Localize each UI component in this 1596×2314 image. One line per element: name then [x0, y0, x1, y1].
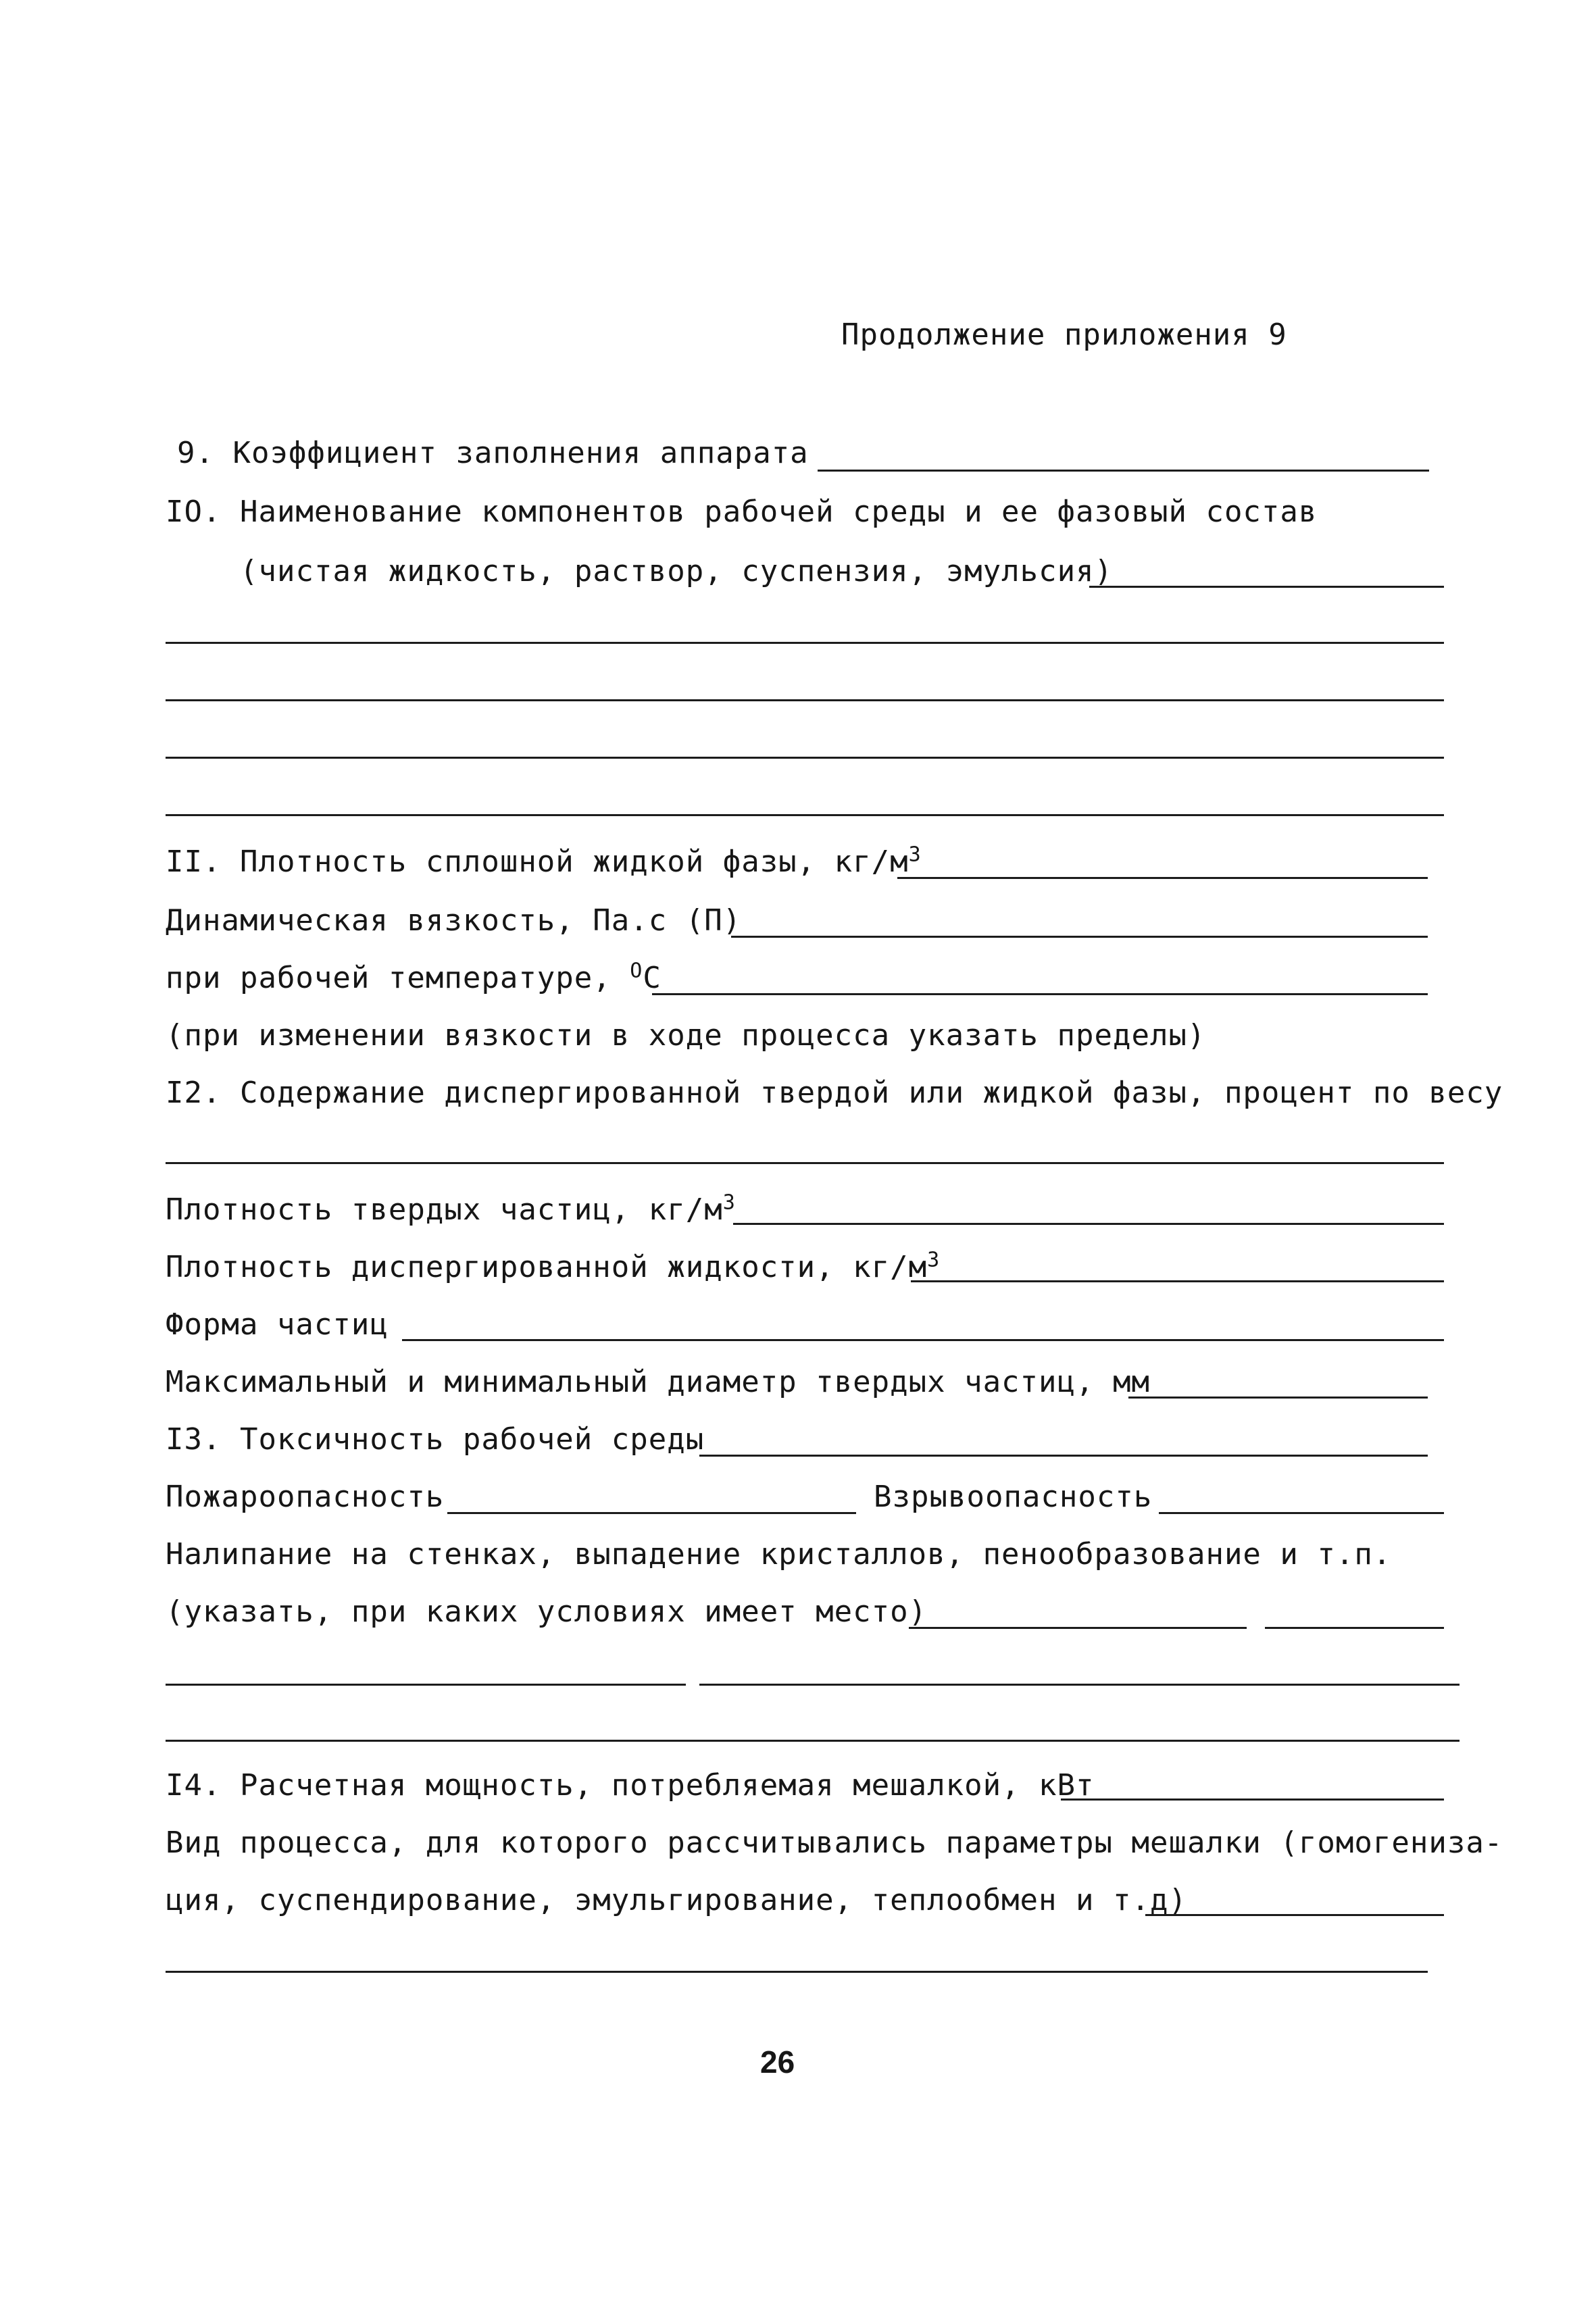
- solid-particle-density-label: Плотность твердых частиц, $кг/м^3$: [166, 1190, 736, 1227]
- fire-hazard-label: Пожароопасность: [166, 1480, 445, 1514]
- item-14-fill-line[interactable]: [1061, 1799, 1444, 1801]
- conditions-fill-line-1[interactable]: [909, 1627, 1247, 1629]
- continuation-header: Продолжение приложения 9: [841, 318, 1287, 352]
- item-12-fill-line[interactable]: [166, 1162, 1444, 1164]
- dispersed-liquid-density-fill-line[interactable]: [911, 1280, 1444, 1282]
- fire-hazard-fill-line[interactable]: [447, 1512, 856, 1514]
- conditions-blank-line-2[interactable]: [166, 1740, 1460, 1742]
- process-type-label: Вид процесса, для которого рассчитывались параметры мешалки (гомогениза-: [166, 1826, 1503, 1860]
- explosion-hazard-label: Взрывоопасность: [874, 1480, 1153, 1514]
- sticking-crystallization-label: Налипание на стенках, выпадение кристаллов, пенообразование и т.п.: [166, 1537, 1392, 1571]
- item-11-fill-line[interactable]: [897, 877, 1428, 879]
- item-10-blank-line-2[interactable]: [166, 699, 1444, 701]
- page-number: 26: [760, 2044, 795, 2080]
- item-9-fill-line[interactable]: [818, 470, 1429, 472]
- viscosity-note: (при изменении вязкости в ходе процесса указать пределы): [166, 1018, 1206, 1053]
- particle-shape-label: Форма частиц: [166, 1307, 389, 1342]
- item-10-label: IO. Наименование компонентов рабочей среды и ее фазовый состав: [166, 495, 1318, 529]
- process-type-blank-line[interactable]: [166, 1971, 1428, 1973]
- dynamic-viscosity-label: Динамическая вязкость, Па.с (П): [166, 903, 742, 938]
- item-10-blank-line-3[interactable]: [166, 757, 1444, 759]
- particle-shape-fill-line[interactable]: [402, 1339, 1444, 1341]
- solid-particle-density-fill-line[interactable]: [733, 1223, 1444, 1225]
- dispersed-liquid-density-label: Плотность диспергированной жидкости, $кг/м^3$: [166, 1248, 941, 1284]
- working-temperature-label: при рабочей температуре, $^О$С: [166, 959, 662, 995]
- explosion-hazard-fill-line[interactable]: [1159, 1512, 1444, 1514]
- process-type-label-cont: ция, суспендирование, эмульгирование, теплообмен и т.д): [166, 1883, 1187, 1917]
- item-10-fill-line[interactable]: [1089, 586, 1444, 588]
- item-13-fill-line[interactable]: [699, 1455, 1428, 1457]
- conditions-label: (указать, при каких условиях имеет место): [166, 1594, 928, 1629]
- item-10-blank-line-1[interactable]: [166, 642, 1444, 644]
- item-13-label: I3. Токсичность рабочей среды: [166, 1422, 705, 1457]
- process-type-fill-line[interactable]: [1145, 1914, 1444, 1916]
- conditions-fill-line-2[interactable]: [1265, 1627, 1444, 1629]
- working-temperature-fill-line[interactable]: [652, 993, 1428, 995]
- item-14-label: I4. Расчетная мощность, потребляемая мешалкой, кВт: [166, 1768, 1095, 1803]
- particle-diameter-label: Максимальный и минимальный диаметр твердых частиц, мм: [166, 1365, 1150, 1399]
- item-11-label: II. Плотность сплошной жидкой фазы, $кг/м^3$: [166, 842, 922, 879]
- item-10-blank-line-4[interactable]: [166, 814, 1444, 816]
- conditions-blank-line-1b[interactable]: [699, 1684, 1460, 1686]
- conditions-blank-line-1a[interactable]: [166, 1684, 686, 1686]
- particle-diameter-fill-line[interactable]: [1128, 1397, 1428, 1399]
- item-12-label: I2. Содержание диспергированной твердой или жидкой фазы, процент по весу: [166, 1076, 1503, 1110]
- item-10-sub-label: (чистая жидкость, раствор, суспензия, эмульсия): [240, 554, 1114, 588]
- item-9-label: 9. Коэффициент заполнения аппарата: [177, 436, 809, 470]
- dynamic-viscosity-fill-line[interactable]: [731, 936, 1428, 938]
